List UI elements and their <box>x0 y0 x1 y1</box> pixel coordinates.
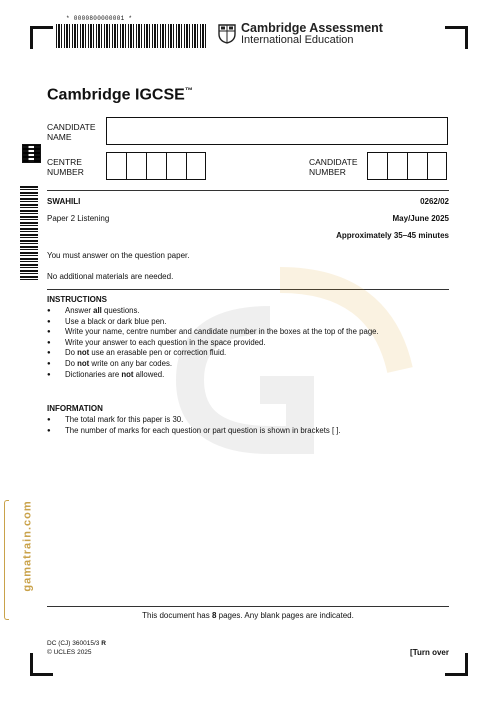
shield-icon <box>218 24 236 44</box>
centre-digit-box[interactable] <box>146 152 166 180</box>
crop-mark-bottom-left <box>30 653 53 676</box>
instructions-list <box>47 306 449 380</box>
candidate-name-label: CANDIDATE NAME <box>47 122 96 142</box>
information-list <box>47 415 449 436</box>
list-item: ● Answer all questions. <box>47 306 449 317</box>
org-name-line2: International Education <box>241 34 354 46</box>
side-brand-text: gamatrain.com <box>21 500 34 592</box>
qr-code <box>22 144 41 163</box>
paper-code: 0262/02 <box>420 197 449 206</box>
divider <box>47 190 449 191</box>
page-count-note: This document has 8 pages. Any blank pages are indicated. <box>142 611 354 620</box>
centre-digit-box[interactable] <box>186 152 206 180</box>
trademark: ™ <box>184 86 193 95</box>
turn-over: [Turn over <box>410 648 449 657</box>
exam-duration: Approximately 35–45 minutes <box>336 231 449 240</box>
crop-mark-top-left <box>30 26 53 49</box>
top-barcode <box>56 24 206 48</box>
copyright: © UCLES 2025 <box>47 649 92 656</box>
candidate-number-boxes[interactable] <box>367 152 447 180</box>
centre-digit-box[interactable] <box>126 152 146 180</box>
barcode-number: * 0000800000001 * <box>66 15 133 22</box>
candidate-digit-box[interactable] <box>407 152 427 180</box>
candidate-digit-box[interactable] <box>387 152 407 180</box>
candidate-number-label: CANDIDATE NUMBER <box>309 157 358 177</box>
note-answer-on-paper: You must answer on the question paper. <box>47 251 190 260</box>
page-title: Cambridge IGCSE™ <box>47 86 193 104</box>
list-item: ● Do not use an erasable pen or correction fluid. <box>47 348 449 359</box>
candidate-name-field[interactable] <box>106 117 448 145</box>
list-item: ● The total mark for this paper is 30. <box>47 415 449 426</box>
centre-digit-box[interactable] <box>166 152 186 180</box>
instructions-heading: INSTRUCTIONS <box>47 295 107 304</box>
centre-number-boxes[interactable] <box>106 152 206 180</box>
crop-mark-top-right <box>445 26 468 49</box>
centre-digit-box[interactable] <box>106 152 126 180</box>
note-no-materials: No additional materials are needed. <box>47 272 174 281</box>
cambridge-logo <box>218 22 383 46</box>
list-item: ● The number of marks for each question or part question is shown in brackets [ ]. <box>47 426 449 437</box>
list-item: ● Do not write on any bar codes. <box>47 359 449 370</box>
paper-name: Paper 2 Listening <box>47 214 110 223</box>
side-brand-bracket <box>4 500 9 620</box>
side-barcode <box>20 186 38 280</box>
subject-name: SWAHILI <box>47 197 81 206</box>
list-item: ● Dictionaries are not allowed. <box>47 370 449 381</box>
org-name-line1: Cambridge Assessment <box>241 21 383 35</box>
exam-session: May/June 2025 <box>392 214 449 223</box>
information-heading: INFORMATION <box>47 404 103 413</box>
document-code: DC (CJ) 360015/3 R <box>47 640 106 647</box>
divider <box>47 606 449 607</box>
list-item: ● Write your name, centre number and candidate number in the boxes at the top of the page. <box>47 327 449 338</box>
list-item: ● Write your answer to each question in the space provided. <box>47 338 449 349</box>
candidate-digit-box[interactable] <box>427 152 447 180</box>
list-item: ● Use a black or dark blue pen. <box>47 317 449 328</box>
centre-number-label: CENTRE NUMBER <box>47 157 84 177</box>
candidate-digit-box[interactable] <box>367 152 387 180</box>
